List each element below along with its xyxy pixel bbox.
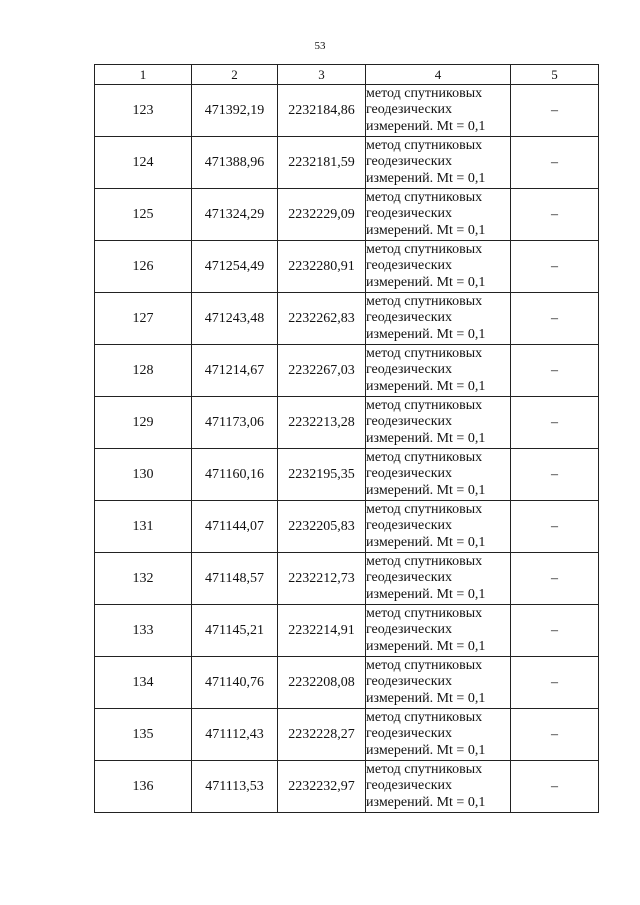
method-text-line: измерений. Mt = 0,1 [366, 118, 486, 134]
method-text-line: измерений. Mt = 0,1 [366, 326, 486, 342]
point-number-cell: 136 [95, 761, 192, 813]
method-text-line: метод спутниковых [366, 657, 483, 673]
method-text-line: геодезических [366, 726, 453, 742]
method-cell [366, 241, 511, 293]
method-cell [366, 501, 511, 553]
method-cell [366, 345, 511, 397]
method-cell [366, 189, 511, 241]
table-row [95, 85, 599, 137]
table-row [95, 657, 599, 709]
y-coordinate-cell: 2232232,97 [278, 761, 366, 813]
description-cell: – [511, 293, 599, 345]
point-number-cell: 130 [95, 449, 192, 501]
point-number-cell: 134 [95, 657, 192, 709]
method-cell [366, 761, 511, 813]
description-cell: – [511, 397, 599, 449]
method-text-line: измерений. Mt = 0,1 [366, 690, 486, 706]
y-coordinate-cell: 2232213,28 [278, 397, 366, 449]
method-cell [366, 605, 511, 657]
description-cell: – [511, 449, 599, 501]
y-coordinate-cell: 2232205,83 [278, 501, 366, 553]
method-cell [366, 449, 511, 501]
description-cell: – [511, 501, 599, 553]
point-number-cell: 129 [95, 397, 192, 449]
y-coordinate-cell: 2232208,08 [278, 657, 366, 709]
y-coordinate-cell: 2232267,03 [278, 345, 366, 397]
method-text-line: измерений. Mt = 0,1 [366, 274, 486, 290]
method-text-line: измерений. Mt = 0,1 [366, 378, 486, 394]
y-coordinate-cell: 2232212,73 [278, 553, 366, 605]
point-number-cell: 123 [95, 85, 192, 137]
method-text-line: геодезических [366, 154, 453, 170]
y-coordinate-cell: 2232280,91 [278, 241, 366, 293]
point-number-cell: 132 [95, 553, 192, 605]
coordinates-table [94, 64, 599, 813]
y-coordinate-cell: 2232228,27 [278, 709, 366, 761]
table-row [95, 605, 599, 657]
method-text-line: геодезических [366, 206, 453, 222]
x-coordinate-cell: 471254,49 [192, 241, 278, 293]
x-coordinate-cell: 471112,43 [192, 709, 278, 761]
method-text-line: геодезических [366, 310, 453, 326]
x-coordinate-cell: 471145,21 [192, 605, 278, 657]
table-row [95, 345, 599, 397]
method-text-line: геодезических [366, 102, 453, 118]
method-text-line: метод спутниковых [366, 709, 483, 725]
method-text-line: измерений. Mt = 0,1 [366, 222, 486, 238]
point-number-cell: 133 [95, 605, 192, 657]
header-col-1: 1 [95, 65, 192, 85]
header-col-2: 2 [192, 65, 278, 85]
point-number-cell: 126 [95, 241, 192, 293]
description-cell: – [511, 189, 599, 241]
method-cell [366, 85, 511, 137]
table-row [95, 241, 599, 293]
method-text-line: метод спутниковых [366, 345, 483, 361]
header-col-4: 4 [366, 65, 511, 85]
method-text-line: метод спутниковых [366, 449, 483, 465]
point-number-cell: 131 [95, 501, 192, 553]
description-cell: – [511, 709, 599, 761]
y-coordinate-cell: 2232181,59 [278, 137, 366, 189]
method-text-line: измерений. Mt = 0,1 [366, 586, 486, 602]
table-row [95, 189, 599, 241]
method-text-line: измерений. Mt = 0,1 [366, 482, 486, 498]
point-number-cell: 135 [95, 709, 192, 761]
method-text-line: геодезических [366, 570, 453, 586]
method-cell [366, 293, 511, 345]
description-cell: – [511, 137, 599, 189]
table-row [95, 293, 599, 345]
method-text-line: геодезических [366, 258, 453, 274]
table-row [95, 449, 599, 501]
table-header-row [95, 65, 599, 85]
method-text-line: измерений. Mt = 0,1 [366, 794, 486, 810]
method-text-line: метод спутниковых [366, 293, 483, 309]
method-text-line: метод спутниковых [366, 85, 483, 101]
x-coordinate-cell: 471388,96 [192, 137, 278, 189]
y-coordinate-cell: 2232214,91 [278, 605, 366, 657]
description-cell: – [511, 657, 599, 709]
table-row [95, 709, 599, 761]
method-text-line: измерений. Mt = 0,1 [366, 638, 486, 654]
method-text-line: метод спутниковых [366, 137, 483, 153]
method-text-line: метод спутниковых [366, 553, 483, 569]
point-number-cell: 124 [95, 137, 192, 189]
y-coordinate-cell: 2232184,86 [278, 85, 366, 137]
x-coordinate-cell: 471140,76 [192, 657, 278, 709]
method-text-line: метод спутниковых [366, 189, 483, 205]
y-coordinate-cell: 2232229,09 [278, 189, 366, 241]
method-text-line: измерений. Mt = 0,1 [366, 534, 486, 550]
x-coordinate-cell: 471148,57 [192, 553, 278, 605]
method-text-line: метод спутниковых [366, 241, 483, 257]
method-cell [366, 709, 511, 761]
method-cell [366, 137, 511, 189]
point-number-cell: 127 [95, 293, 192, 345]
x-coordinate-cell: 471144,07 [192, 501, 278, 553]
x-coordinate-cell: 471243,48 [192, 293, 278, 345]
method-text-line: измерений. Mt = 0,1 [366, 170, 486, 186]
point-number-cell: 125 [95, 189, 192, 241]
y-coordinate-cell: 2232195,35 [278, 449, 366, 501]
y-coordinate-cell: 2232262,83 [278, 293, 366, 345]
table-row [95, 137, 599, 189]
table-row [95, 501, 599, 553]
method-text-line: измерений. Mt = 0,1 [366, 430, 486, 446]
table-row [95, 761, 599, 813]
x-coordinate-cell: 471214,67 [192, 345, 278, 397]
header-col-3: 3 [278, 65, 366, 85]
table-row [95, 553, 599, 605]
point-number-cell: 128 [95, 345, 192, 397]
method-text-line: геодезических [366, 622, 453, 638]
description-cell: – [511, 241, 599, 293]
method-text-line: геодезических [366, 674, 453, 690]
method-cell [366, 397, 511, 449]
table-body [95, 85, 599, 813]
method-cell [366, 553, 511, 605]
description-cell: – [511, 761, 599, 813]
method-text-line: метод спутниковых [366, 397, 483, 413]
description-cell: – [511, 605, 599, 657]
page-number: 53 [314, 40, 326, 52]
method-text-line: метод спутниковых [366, 501, 483, 517]
header-col-5: 5 [511, 65, 599, 85]
description-cell: – [511, 553, 599, 605]
method-text-line: геодезических [366, 778, 453, 794]
method-text-line: метод спутниковых [366, 761, 483, 777]
method-text-line: геодезических [366, 466, 453, 482]
x-coordinate-cell: 471392,19 [192, 85, 278, 137]
description-cell: – [511, 85, 599, 137]
description-cell: – [511, 345, 599, 397]
x-coordinate-cell: 471113,53 [192, 761, 278, 813]
table-row [95, 397, 599, 449]
x-coordinate-cell: 471160,16 [192, 449, 278, 501]
method-text-line: геодезических [366, 414, 453, 430]
x-coordinate-cell: 471173,06 [192, 397, 278, 449]
method-text-line: геодезических [366, 362, 453, 378]
method-text-line: метод спутниковых [366, 605, 483, 621]
x-coordinate-cell: 471324,29 [192, 189, 278, 241]
method-cell [366, 657, 511, 709]
method-text-line: измерений. Mt = 0,1 [366, 742, 486, 758]
method-text-line: геодезических [366, 518, 453, 534]
